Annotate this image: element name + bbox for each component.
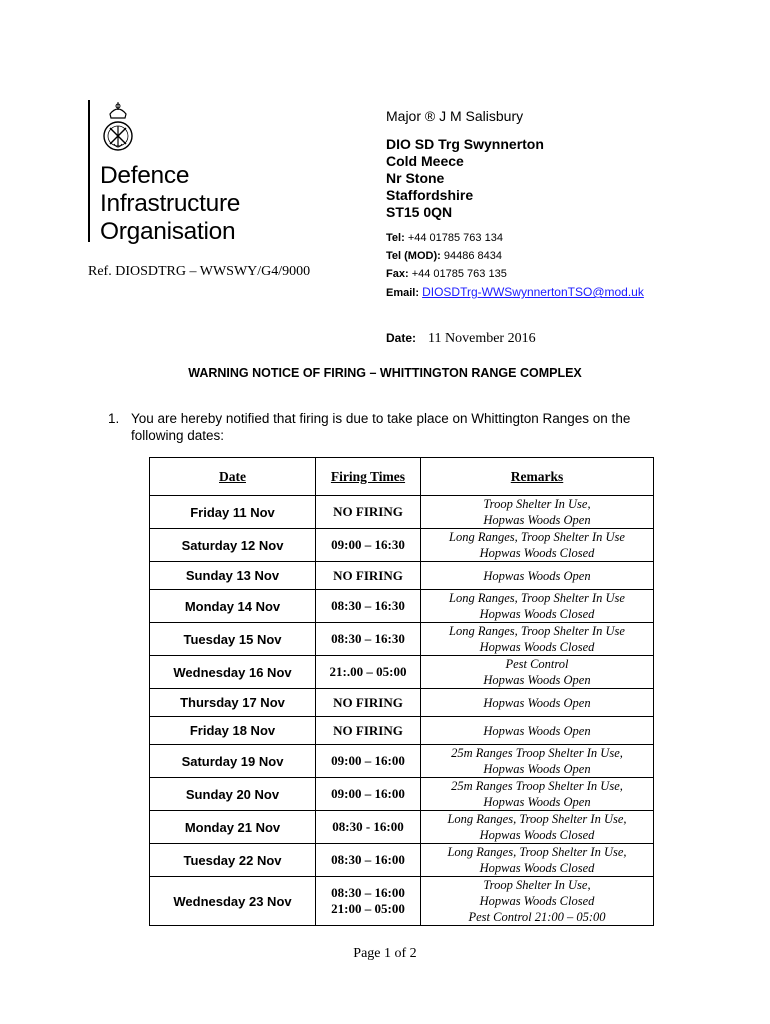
row-firing-times xyxy=(316,717,421,745)
remark-line: Hopwas Woods Open xyxy=(483,513,591,527)
row-date: Monday 14 Nov xyxy=(150,590,316,623)
telmod-label: Tel (MOD): xyxy=(386,250,441,262)
sender-address xyxy=(386,136,644,221)
firing-time: 08:30 - 16:00 xyxy=(332,819,404,834)
email-link[interactable]: DIOSDTrg-WWSwynnertonTSO@mod.uk xyxy=(422,285,644,299)
row-date: Wednesday 23 Nov xyxy=(150,877,316,926)
crest-icon xyxy=(98,100,138,160)
table-row xyxy=(150,689,654,717)
row-remarks xyxy=(421,745,654,778)
notice-heading: WARNING NOTICE OF FIRING – WHITTINGTON RANGE COMPLEX xyxy=(188,366,582,380)
row-remarks xyxy=(421,844,654,877)
row-date: Tuesday 22 Nov xyxy=(150,844,316,877)
tel-label: Tel: xyxy=(386,232,405,244)
fax-value: +44 01785 763 135 xyxy=(411,268,507,280)
remark-line: Hopwas Woods Closed xyxy=(479,861,595,875)
org-line-2: Infrastructure xyxy=(100,190,241,217)
firing-time: 08:30 – 16:00 xyxy=(331,885,405,900)
table-header-row xyxy=(150,458,654,496)
row-firing-times xyxy=(316,689,421,717)
table-row xyxy=(150,844,654,877)
remark-line: Hopwas Woods Closed xyxy=(479,828,595,842)
remark-line: Long Ranges, Troop Shelter In Use xyxy=(449,591,625,605)
table-row xyxy=(150,656,654,689)
address-line: Nr Stone xyxy=(386,170,445,186)
page-number: Page 1 of 2 xyxy=(353,946,417,961)
firing-time: 09:00 – 16:00 xyxy=(331,753,405,768)
remark-line: Hopwas Woods Closed xyxy=(479,640,595,654)
remark-line: Long Ranges, Troop Shelter In Use, xyxy=(447,845,627,859)
row-firing-times xyxy=(316,496,421,529)
row-date: Tuesday 15 Nov xyxy=(150,623,316,656)
logo-divider xyxy=(88,100,90,242)
remark-line: Hopwas Woods Open xyxy=(483,568,591,583)
row-date: Saturday 12 Nov xyxy=(150,529,316,562)
table-row xyxy=(150,529,654,562)
row-firing-times xyxy=(316,844,421,877)
firing-time: 09:00 – 16:00 xyxy=(331,786,405,801)
sender-name: Major ® J M Salisbury xyxy=(386,108,524,124)
header-firing-times: Firing Times xyxy=(316,458,421,496)
row-firing-times xyxy=(316,877,421,926)
firing-time: NO FIRING xyxy=(333,694,403,710)
row-date: Friday 11 Nov xyxy=(150,496,316,529)
firing-time: 21:.00 – 05:00 xyxy=(329,664,407,679)
fax-label: Fax: xyxy=(386,268,409,280)
row-remarks xyxy=(421,877,654,926)
table-row xyxy=(150,562,654,590)
remark-line: Hopwas Woods Open xyxy=(483,762,591,776)
table-row xyxy=(150,496,654,529)
row-firing-times xyxy=(316,623,421,656)
org-line-1: Defence xyxy=(100,162,190,189)
tel-value: +44 01785 763 134 xyxy=(407,232,503,244)
table-row xyxy=(150,590,654,623)
row-remarks xyxy=(421,689,654,717)
row-firing-times xyxy=(316,529,421,562)
remark-line: Hopwas Woods Open xyxy=(483,723,591,738)
row-remarks xyxy=(421,623,654,656)
firing-time: 09:00 – 16:30 xyxy=(331,537,405,552)
telmod-value: 94486 8434 xyxy=(443,250,502,262)
table-row xyxy=(150,778,654,811)
org-line-3: Organisation xyxy=(100,218,236,245)
row-remarks xyxy=(421,496,654,529)
header-remarks: Remarks xyxy=(421,458,654,496)
row-firing-times xyxy=(316,656,421,689)
address-line: Staffordshire xyxy=(386,187,474,203)
row-firing-times xyxy=(316,811,421,844)
header-date: Date xyxy=(150,458,316,496)
row-date: Monday 21 Nov xyxy=(150,811,316,844)
firing-schedule-table xyxy=(149,457,654,926)
firing-time: 21:00 – 05:00 xyxy=(331,901,405,916)
paragraph-text: You are hereby notified that firing is due to take place on Whittington Ranges on the following dates: xyxy=(131,411,631,443)
remark-line: 25m Ranges Troop Shelter In Use, xyxy=(451,779,623,793)
sender-block xyxy=(386,108,644,302)
remark-line: Pest Control xyxy=(505,657,569,671)
row-date: Friday 18 Nov xyxy=(150,717,316,745)
remark-line: Hopwas Woods Closed xyxy=(479,607,595,621)
remark-line: Hopwas Woods Open xyxy=(483,673,591,687)
firing-time: 08:30 – 16:00 xyxy=(331,852,405,867)
remark-line: Hopwas Woods Closed xyxy=(479,894,595,908)
remark-line: 25m Ranges Troop Shelter In Use, xyxy=(451,746,623,760)
table-row xyxy=(150,717,654,745)
row-date: Thursday 17 Nov xyxy=(150,689,316,717)
row-remarks xyxy=(421,562,654,590)
table-row xyxy=(150,745,654,778)
email-label: Email: xyxy=(386,287,420,299)
address-line: Cold Meece xyxy=(386,153,464,169)
remark-line: Troop Shelter In Use, xyxy=(483,497,591,511)
row-date: Saturday 19 Nov xyxy=(150,745,316,778)
date-value: 11 November 2016 xyxy=(428,331,536,346)
firing-time: NO FIRING xyxy=(333,722,403,738)
paragraph-number: 1. xyxy=(108,411,120,426)
row-firing-times xyxy=(316,778,421,811)
organisation-name xyxy=(100,162,240,246)
row-remarks xyxy=(421,778,654,811)
address-line: DIO SD Trg Swynnerton xyxy=(386,136,544,152)
row-remarks xyxy=(421,717,654,745)
table-body xyxy=(150,496,654,926)
contact-details xyxy=(386,229,644,302)
remark-line: Troop Shelter In Use, xyxy=(483,878,591,892)
reference-number: Ref. DIOSDTRG – WWSWY/G4/9000 xyxy=(88,264,311,279)
address-line: ST15 0QN xyxy=(386,204,453,220)
row-firing-times xyxy=(316,745,421,778)
table-row xyxy=(150,877,654,926)
table-row xyxy=(150,811,654,844)
row-remarks xyxy=(421,656,654,689)
row-remarks xyxy=(421,590,654,623)
date-row xyxy=(386,331,536,347)
table-row xyxy=(150,623,654,656)
remark-line: Hopwas Woods Closed xyxy=(479,546,595,560)
remark-line: Long Ranges, Troop Shelter In Use xyxy=(449,530,625,544)
row-date: Sunday 13 Nov xyxy=(150,562,316,590)
remark-line: Long Ranges, Troop Shelter In Use, xyxy=(447,812,627,826)
firing-time: 08:30 – 16:30 xyxy=(331,631,405,646)
remark-line: Long Ranges, Troop Shelter In Use xyxy=(449,624,625,638)
firing-time: NO FIRING xyxy=(333,567,403,583)
intro-paragraph xyxy=(108,410,668,444)
row-firing-times xyxy=(316,590,421,623)
row-firing-times xyxy=(316,562,421,590)
remark-line: Pest Control 21:00 – 05:00 xyxy=(468,910,606,924)
row-date: Sunday 20 Nov xyxy=(150,778,316,811)
remark-line: Hopwas Woods Open xyxy=(483,795,591,809)
firing-time: 08:30 – 16:30 xyxy=(331,598,405,613)
row-remarks xyxy=(421,529,654,562)
row-date: Wednesday 16 Nov xyxy=(150,656,316,689)
date-label: Date: xyxy=(386,331,417,345)
firing-time: NO FIRING xyxy=(333,504,403,519)
remark-line: Hopwas Woods Open xyxy=(483,695,591,710)
row-remarks xyxy=(421,811,654,844)
